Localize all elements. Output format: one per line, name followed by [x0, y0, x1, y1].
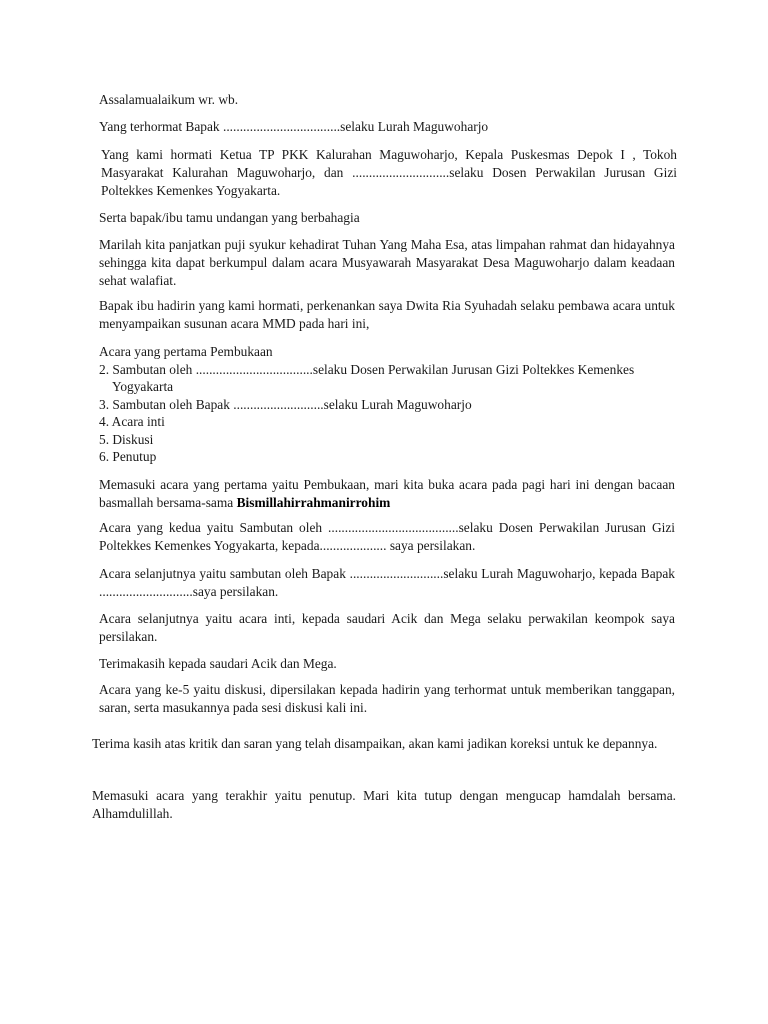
agenda-item-4: 4. Acara inti — [99, 414, 165, 429]
agenda-item-2-line-1: 2. Sambutan oleh ...................................selaku Dosen Perwakilan Jurusan Gizi Poltekkes Kemenkes — [99, 361, 635, 377]
salutation-lurah: Yang terhormat Bapak ...................................selaku Lurah Maguwoharjo — [99, 119, 489, 134]
closing-paragraph: Memasuki acara yang terakhir yaitu penutup. Mari kita tutup dengan mengucap hamdalah bersama. Alhamdulillah. — [92, 788, 676, 821]
speech-1-paragraph: Acara yang kedua yaitu Sambutan oleh .......................................selaku Dosen Perwakilan Jurusan Gizi Poltekkes Kemenkes Yogyakarta, kepada.................... saya persilakan. — [99, 520, 675, 553]
mc-intro-paragraph: Bapak ibu hadirin yang kami hormati, perkenankan saya Dwita Ria Syuhadah selaku pembawa acara untuk menyampaikan susunan acara MMD pada hari ini, — [99, 298, 675, 331]
opening-paragraph — [99, 476, 675, 512]
agenda-item-2 — [99, 361, 677, 396]
feedback-paragraph: Terima kasih atas kritik dan saran yang telah disampaikan, akan kami jadikan koreksi untuk ke depannya. — [92, 736, 658, 751]
opening-text: Memasuki acara yang pertama yaitu Pembukaan, mari kita buka acara pada pagi hari ini dengan bacaan basmallah bersama-sama — [99, 477, 675, 510]
main-event-paragraph: Acara selanjutnya yaitu acara inti, kepada saudari Acik dan Mega selaku perwakilan keompok saya persilakan. — [99, 611, 675, 644]
agenda-item-2-line-2: Yogyakarta — [112, 379, 174, 394]
greeting: Assalamualaikum wr. wb. — [99, 92, 239, 107]
agenda-item-6: 6. Penutup — [99, 449, 157, 464]
agenda-list — [99, 343, 677, 466]
agenda-item-1: Acara yang pertama Pembukaan — [99, 344, 273, 359]
salutation-guests: Yang kami hormati Ketua TP PKK Kalurahan Maguwoharjo, Kepala Puskesmas Depok I , Tokoh Masyarakat Kalurahan Maguwoharjo, dan .............................selaku Dosen Perwakilan Jurusan Gizi Poltekkes Kemenkes Yogyakarta. — [101, 147, 677, 198]
salutation-audience: Serta bapak/ibu tamu undangan yang berbahagia — [99, 210, 360, 225]
agenda-item-3: 3. Sambutan oleh Bapak ...........................selaku Lurah Maguwoharjo — [99, 396, 472, 412]
discussion-paragraph: Acara yang ke-5 yaitu diskusi, dipersilakan kepada hadirin yang terhormat untuk memberikan tanggapan, saran, serta masukannya pada sesi diskusi kali ini. — [99, 682, 675, 715]
opening-bismillah: Bismillahirrahmanirrohim — [236, 495, 391, 510]
thanks-paragraph: Terimakasih kepada saudari Acik dan Mega. — [99, 656, 337, 671]
speech-2-paragraph: Acara selanjutnya yaitu sambutan oleh Bapak ............................selaku Lurah Maguwoharjo, kepada Bapak ............................saya persilakan. — [99, 566, 675, 599]
gratitude-paragraph: Marilah kita panjatkan puji syukur kehadirat Tuhan Yang Maha Esa, atas limpahan rahmat dan hidayahnya sehingga kita dapat berkumpul dalam acara Musyawarah Masyarakat Desa Maguwoharjo dalam keadaan sehat walafiat. — [99, 237, 675, 288]
agenda-item-5: 5. Diskusi — [99, 431, 154, 447]
